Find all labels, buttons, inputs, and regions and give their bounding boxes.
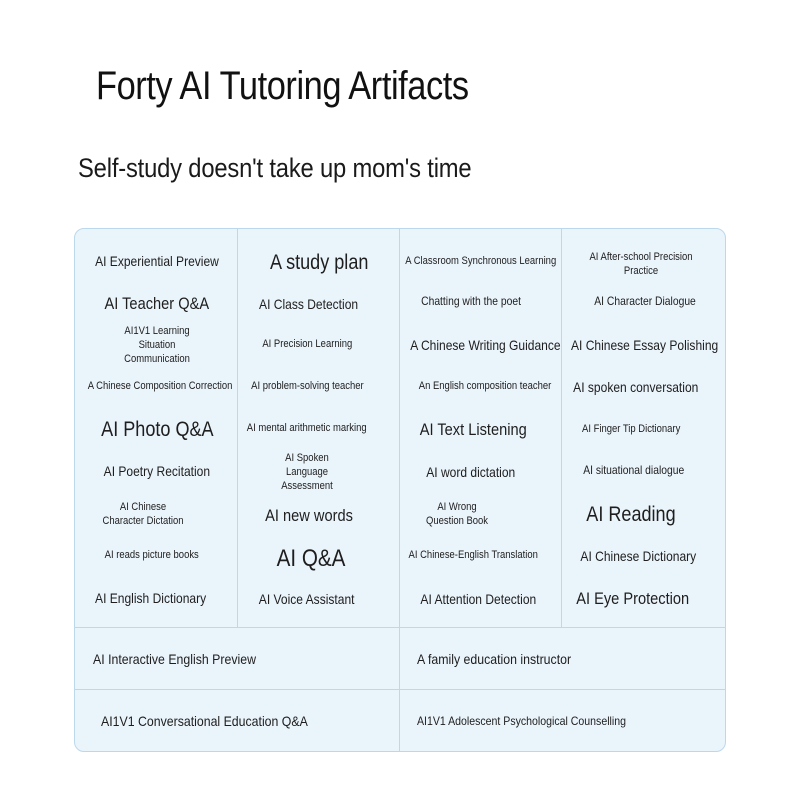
artifact-item: AI Precision Learning [262,337,352,350]
artifact-item: AI Photo Q&A [100,418,214,442]
artifact-item: AI Teacher Q&A [104,293,210,313]
artifact-item: AI word dictation [426,463,516,480]
artifact-item-wide: AI1V1 Adolescent Psychological Counselling [417,714,626,728]
artifact-item: AI situational dialogue [583,463,685,478]
artifact-item-wide: AI Interactive English Preview [93,651,256,667]
artifact-item: AI English Dictionary [95,589,207,606]
artifact-item: AI Character Dialogue [594,294,696,309]
artifact-item: AI Attention Detection [420,590,536,607]
artifact-item: AI reads picture books [104,548,200,561]
artifact-item: AI Eye Protection [576,588,690,608]
artifact-item: AI Spoken Language Assessment [281,451,333,493]
artifact-item: AI Finger Tip Dictionary [581,422,681,435]
artifact-item: Chatting with the poet [421,294,521,309]
column-divider [399,229,400,752]
artifact-item: A Classroom Synchronous Learning [405,254,557,267]
artifact-item: AI Q&A [276,545,346,573]
row-divider [75,627,726,628]
artifact-item: AI Chinese Dictionary [580,547,696,564]
artifact-item: AI Wrong Question Book [425,500,489,527]
artifact-grid-card [74,228,726,752]
artifact-item: AI Chinese Character Dictation [102,500,184,527]
artifact-item: AI After-school Precision Practice [589,250,693,277]
page-subtitle: Self-study doesn't take up mom's time [78,153,472,183]
artifact-item: AI Chinese-English Translation [408,548,538,561]
artifact-item: A study plan [269,251,369,275]
row-divider [75,689,726,690]
artifact-item: AI Voice Assistant [259,590,355,607]
artifact-item: AI Reading [586,503,676,527]
artifact-item: AI spoken conversation [573,378,699,395]
artifact-item: AI Experiential Preview [95,252,219,269]
artifact-item: AI problem-solving teacher [250,379,364,392]
artifact-item-wide: AI1V1 Conversational Education Q&A [101,713,308,729]
artifact-item: AI Class Detection [259,295,359,312]
artifact-item: A Chinese Composition Correction [87,379,233,392]
artifact-item: AI new words [265,505,353,525]
artifact-item-wide: A family education instructor [417,651,572,667]
artifact-item: AI Chinese Essay Polishing [571,336,719,353]
artifact-item: AI1V1 Learning Situation Communication [124,324,190,366]
artifact-item: An English composition teacher [418,379,552,392]
column-divider [561,229,562,627]
artifact-item: AI mental arithmetic marking [247,421,367,434]
artifact-item: A Chinese Writing Guidance [409,336,561,353]
artifact-item: AI Poetry Recitation [103,462,211,479]
page-title: Forty AI Tutoring Artifacts [96,64,469,108]
artifact-item: AI Text Listening [419,419,527,439]
